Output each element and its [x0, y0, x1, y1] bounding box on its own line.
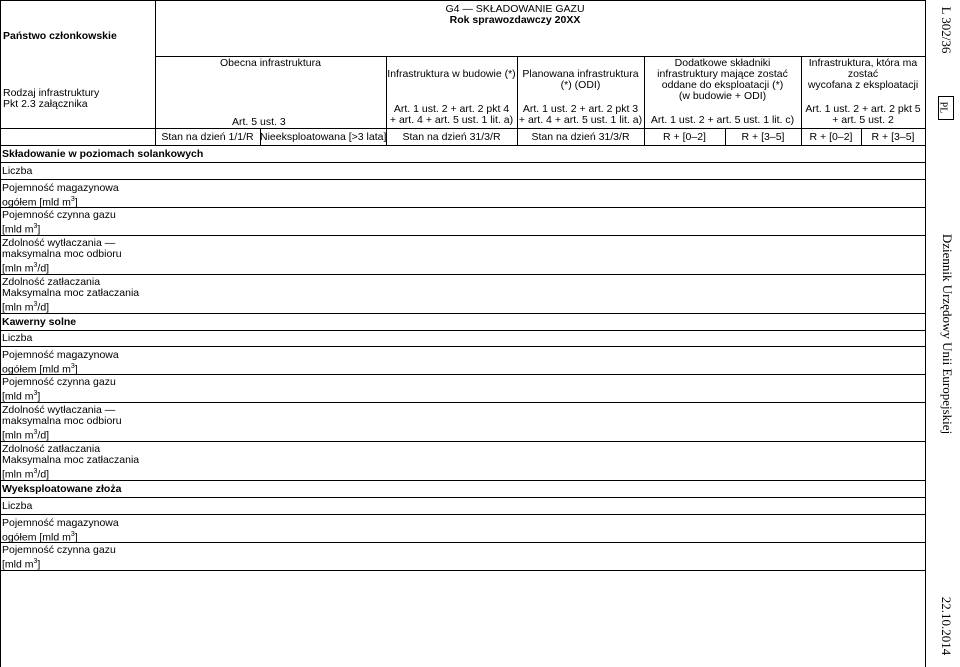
row-label-working-gas: [2, 388, 40, 403]
row-label-count: Liczba: [2, 500, 33, 512]
unit-text: [mld m: [2, 390, 34, 403]
language-box: [938, 96, 954, 120]
unit-text: ]: [74, 531, 78, 544]
column-header-additional: (w budowie + ODI): [678, 90, 767, 102]
row-label-count: Liczba: [2, 332, 33, 344]
column-ref-under-construction: + art. 4 + art. 5 ust. 1 lit. a): [389, 114, 514, 126]
column-ref-existing: Art. 5 ust. 3: [232, 116, 286, 128]
subheader-cell: R + [3–5]: [741, 131, 785, 143]
report-year: Rok sprawozdawczy 20XX: [449, 14, 581, 26]
row-label-total-capacity: Pojemność magazynowa: [2, 517, 119, 529]
row-label-withdrawal: maksymalna moc odbioru: [2, 248, 122, 260]
row-label-working-gas: Pojemność czynna gazu: [2, 544, 116, 556]
subheader-cell: R + [0–2]: [663, 131, 706, 143]
unit-text: ]: [74, 363, 78, 376]
row-label-total-capacity: [2, 529, 78, 544]
subheader-cell: Stan na dzień 31/3/R: [402, 131, 501, 143]
subheader-cell: R + [3–5]: [871, 131, 915, 143]
unit-superscript: 3: [33, 262, 38, 269]
unit-superscript: 3: [70, 196, 75, 203]
row-divider: [0, 402, 926, 403]
unit-superscript: 3: [33, 223, 38, 230]
row-label-injection: Maksymalna moc zatłaczania: [2, 454, 140, 466]
row-label-count: Liczba: [2, 165, 33, 177]
unit-text: /d]: [37, 429, 50, 442]
column-ref-decommission: + art. 5 ust. 2: [832, 114, 894, 126]
grid-line: [0, 0, 1, 667]
unit-superscript: 3: [33, 429, 38, 436]
unit-text: [mln m: [2, 468, 34, 481]
grid-line: [0, 0, 926, 1]
subheader-cell: Nieeksploatowana [>3 lata]: [260, 131, 387, 143]
unit-text: [mln m: [2, 262, 34, 275]
unit-superscript: 3: [70, 531, 75, 538]
page-reference: L 302/36: [939, 6, 954, 54]
row-label-injection: [2, 466, 49, 481]
table-title: G4 — SKŁADOWANIE GAZU: [445, 3, 585, 15]
row-label-withdrawal: [2, 427, 49, 442]
unit-text: ogółem [mld m: [2, 363, 71, 376]
member-state-label: Państwo członkowskie: [3, 30, 117, 42]
row-divider: [0, 480, 926, 481]
row-divider: [0, 497, 926, 498]
row-label-total-capacity: [2, 194, 78, 209]
column-header-planned: Planowana infrastruktura (*) (ODI): [522, 68, 639, 91]
row-divider: [0, 207, 926, 208]
section-title: Składowanie w poziomach solankowych: [2, 148, 204, 160]
row-divider: [0, 330, 926, 331]
row-label-working-gas: [2, 221, 40, 236]
column-header-decommission: zostać: [847, 68, 879, 80]
grid-line: [0, 128, 926, 129]
unit-text: [mln m: [2, 301, 34, 314]
journal-title: Dziennik Urzędowy Unii Europejskiej: [940, 233, 955, 435]
column-header-existing: Obecna infrastruktura: [220, 57, 321, 69]
column-header-additional: Dodatkowe składniki: [674, 57, 771, 69]
unit-text: [mld m: [2, 558, 34, 571]
unit-text: [mld m: [2, 223, 34, 236]
row-divider: [0, 274, 926, 275]
unit-superscript: 3: [70, 363, 75, 370]
unit-text: /d]: [37, 468, 50, 481]
row-label-withdrawal: [2, 260, 49, 275]
unit-text: /d]: [37, 301, 50, 314]
grid-line: [0, 145, 926, 146]
annex-point-label: Pkt 2.3 załącznika: [3, 98, 88, 110]
unit-text: [mln m: [2, 429, 34, 442]
unit-text: ]: [37, 390, 41, 403]
row-divider: [0, 441, 926, 442]
column-header-decommission: wycofana z eksploatacji: [807, 79, 919, 91]
row-label-injection: Maksymalna moc zatłaczania: [2, 287, 140, 299]
subheader-cell: R + [0–2]: [809, 131, 853, 143]
row-divider: [0, 179, 926, 180]
unit-text: ogółem [mld m: [2, 531, 71, 544]
unit-text: ]: [37, 558, 41, 571]
row-divider: [0, 313, 926, 314]
row-divider: [0, 570, 926, 571]
grid-line: [155, 0, 156, 145]
row-label-injection: Zdolność zatłaczania: [2, 276, 101, 288]
unit-superscript: 3: [33, 468, 38, 475]
language-code: PL: [937, 101, 949, 114]
column-ref-additional: Art. 1 ust. 2 + art. 5 ust. 1 lit. c): [650, 114, 795, 126]
row-label-withdrawal: maksymalna moc odbioru: [2, 415, 122, 427]
unit-text: /d]: [37, 262, 50, 275]
column-header-additional: oddane do eksploatacji (*): [661, 79, 784, 91]
row-divider: [0, 374, 926, 375]
unit-superscript: 3: [33, 301, 38, 308]
column-header-under-construction: Infrastruktura w budowie (*): [387, 68, 516, 80]
row-label-working-gas: [2, 556, 40, 571]
publication-date: 22.10.2014: [939, 596, 954, 656]
section-title: Wyeksploatowane złoża: [2, 483, 122, 495]
row-label-withdrawal: Zdolność wytłaczania —: [2, 237, 116, 249]
subheader-cell: Stan na dzień 31/3/R: [531, 131, 630, 143]
row-label-total-capacity: [2, 361, 78, 376]
column-ref-planned: Art. 1 ust. 2 + art. 2 pkt 3: [522, 103, 639, 115]
row-divider: [0, 514, 926, 515]
column-ref-decommission: Art. 1 ust. 2 + art. 2 pkt 5: [805, 103, 921, 115]
column-ref-planned: + art. 4 + art. 5 ust. 1 lit. a): [518, 114, 643, 126]
row-label-total-capacity: Pojemność magazynowa: [2, 182, 119, 194]
row-label-total-capacity: Pojemność magazynowa: [2, 349, 119, 361]
column-header-additional: infrastruktury mające zostać: [657, 68, 788, 80]
row-divider: [0, 235, 926, 236]
row-label-working-gas: Pojemność czynna gazu: [2, 209, 116, 221]
row-divider: [0, 346, 926, 347]
row-divider: [0, 542, 926, 543]
unit-text: ]: [37, 223, 41, 236]
section-title: Kawerny solne: [2, 316, 77, 328]
row-label-injection: Zdolność zatłaczania: [2, 443, 101, 455]
unit-superscript: 3: [33, 390, 38, 397]
row-label-withdrawal: Zdolność wytłaczania —: [2, 404, 116, 416]
subheader-cell: Stan na dzień 1/1/R: [161, 131, 254, 143]
grid-line: [925, 0, 926, 667]
column-header-decommission: Infrastruktura, która ma: [808, 57, 918, 69]
row-label-working-gas: Pojemność czynna gazu: [2, 376, 116, 388]
unit-superscript: 3: [33, 558, 38, 565]
unit-text: ogółem [mld m: [2, 196, 71, 209]
column-ref-under-construction: Art. 1 ust. 2 + art. 2 pkt 4: [393, 103, 510, 115]
row-divider: [0, 162, 926, 163]
row-label-injection: [2, 299, 49, 314]
infra-type-label: Rodzaj infrastruktury: [3, 87, 100, 99]
unit-text: ]: [74, 196, 78, 209]
